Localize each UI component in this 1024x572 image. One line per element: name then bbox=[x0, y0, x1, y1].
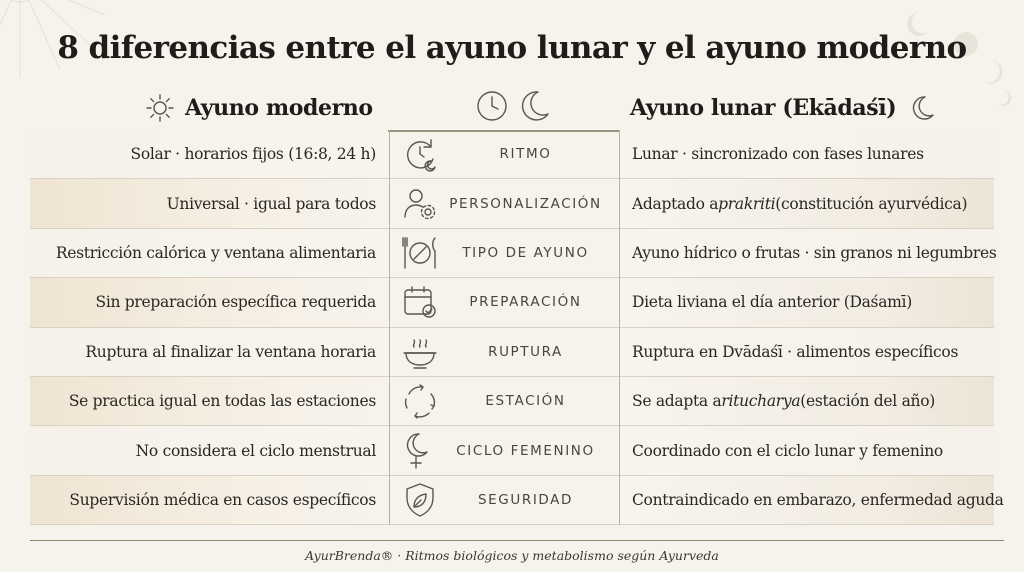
lunar-cell bbox=[620, 426, 994, 474]
criterion-label: PERSONALIZACIÓN bbox=[449, 195, 602, 212]
table-row bbox=[30, 476, 1004, 525]
right-column-header bbox=[630, 90, 936, 126]
criterion-label: RUPTURA bbox=[488, 343, 563, 360]
criterion-label: ESTACIÓN bbox=[485, 393, 566, 410]
table-row bbox=[30, 179, 994, 228]
modern-cell: Supervisión médica en casos específicos bbox=[30, 476, 388, 524]
column-divider-left bbox=[389, 130, 390, 525]
modern-cell: Sin preparación específica requerida bbox=[30, 278, 388, 326]
modern-cell: Restricción calórica y ventana alimentaria bbox=[30, 229, 388, 277]
criterion-cell bbox=[390, 179, 618, 227]
criterion-cell bbox=[390, 426, 618, 474]
comparison-table bbox=[30, 130, 1004, 525]
modern-cell: Solar · horarios fijos (16:8, 24 h) bbox=[30, 130, 388, 178]
column-divider-right bbox=[619, 130, 620, 525]
crescent-moon-icon bbox=[516, 88, 552, 124]
footer-caption: AyurBrenda® · Ritmos biológicos y metabolismo según Ayurveda bbox=[305, 548, 719, 563]
lunar-term: prakriti bbox=[718, 194, 776, 213]
modern-cell: Ruptura al finalizar la ventana horaria bbox=[30, 328, 388, 376]
criterion-cell bbox=[390, 229, 618, 277]
calendar-check-icon bbox=[401, 283, 439, 321]
criterion-cell bbox=[390, 278, 618, 326]
criterion-cell bbox=[390, 130, 618, 178]
lunar-cell bbox=[620, 229, 997, 277]
page-title: 8 diferencias entre el ayuno lunar y el ayuno moderno bbox=[57, 30, 967, 66]
table-row bbox=[30, 328, 994, 377]
criterion-cell bbox=[390, 328, 618, 376]
criterion-label: TIPO DE AYUNO bbox=[462, 244, 589, 261]
lunar-text: Dieta liviana el día anterior (Daśamī) bbox=[632, 293, 912, 312]
criterion-cell bbox=[390, 377, 618, 425]
lunar-cell bbox=[620, 328, 994, 376]
lunar-text: Se adapta a bbox=[632, 392, 722, 411]
lunar-text: Adaptado a bbox=[632, 194, 719, 213]
criterion-label: PREPARACIÓN bbox=[469, 294, 582, 311]
table-row bbox=[30, 229, 997, 278]
table-row bbox=[30, 426, 994, 475]
clock-icon bbox=[474, 88, 510, 124]
lunar-term: ritucharya bbox=[721, 392, 801, 411]
lunar-text-end: (constitución ayurvédica) bbox=[775, 194, 968, 213]
modern-cell: Universal · igual para todos bbox=[30, 179, 388, 227]
criterion-cell bbox=[390, 476, 618, 524]
criterion-label: CICLO FEMENINO bbox=[456, 442, 595, 459]
lunar-cell bbox=[620, 377, 994, 425]
lunar-text: Lunar · sincronizado con fases lunares bbox=[632, 145, 924, 164]
sun-icon bbox=[145, 93, 175, 123]
bowl-steam-icon bbox=[401, 333, 439, 371]
lunar-cell bbox=[620, 278, 994, 326]
center-header-icons bbox=[474, 88, 554, 126]
lunar-cell bbox=[620, 476, 1004, 524]
criterion-label: RITMO bbox=[499, 146, 552, 163]
modern-cell: Se practica igual en todas las estaciones bbox=[30, 377, 388, 425]
lunar-text-end: (estación del año) bbox=[800, 392, 935, 411]
lunar-cell bbox=[620, 179, 994, 227]
lunar-text: Contraindicado en embarazo, enfermedad aguda bbox=[632, 490, 1004, 509]
right-header-label: Ayuno lunar (Ekādaśī) bbox=[630, 95, 897, 121]
plate-cutlery-icon bbox=[401, 234, 439, 272]
clock-moon-icon bbox=[401, 135, 439, 173]
table-row bbox=[30, 377, 994, 426]
lunar-text: Coordinado con el ciclo lunar y femenino bbox=[632, 441, 943, 460]
shield-leaf-icon bbox=[401, 481, 439, 519]
table-row bbox=[30, 130, 994, 179]
left-column-header bbox=[145, 90, 373, 126]
person-gear-icon bbox=[401, 185, 439, 223]
left-header-label: Ayuno moderno bbox=[185, 95, 373, 121]
moon-venus-icon bbox=[401, 432, 439, 470]
footer-rule bbox=[30, 540, 1004, 541]
cycle-arrows-icon bbox=[401, 382, 439, 420]
table-row bbox=[30, 278, 994, 327]
lunar-cell bbox=[620, 130, 994, 178]
lunar-text: Ruptura en Dvādaśī · alimentos específicos bbox=[632, 342, 959, 361]
criterion-label: SEGURIDAD bbox=[478, 491, 573, 508]
modern-cell: No considera el ciclo menstrual bbox=[30, 426, 388, 474]
crescent-moon-icon bbox=[908, 94, 936, 122]
lunar-text: Ayuno hídrico o frutas · sin granos ni legumbres bbox=[632, 243, 997, 262]
